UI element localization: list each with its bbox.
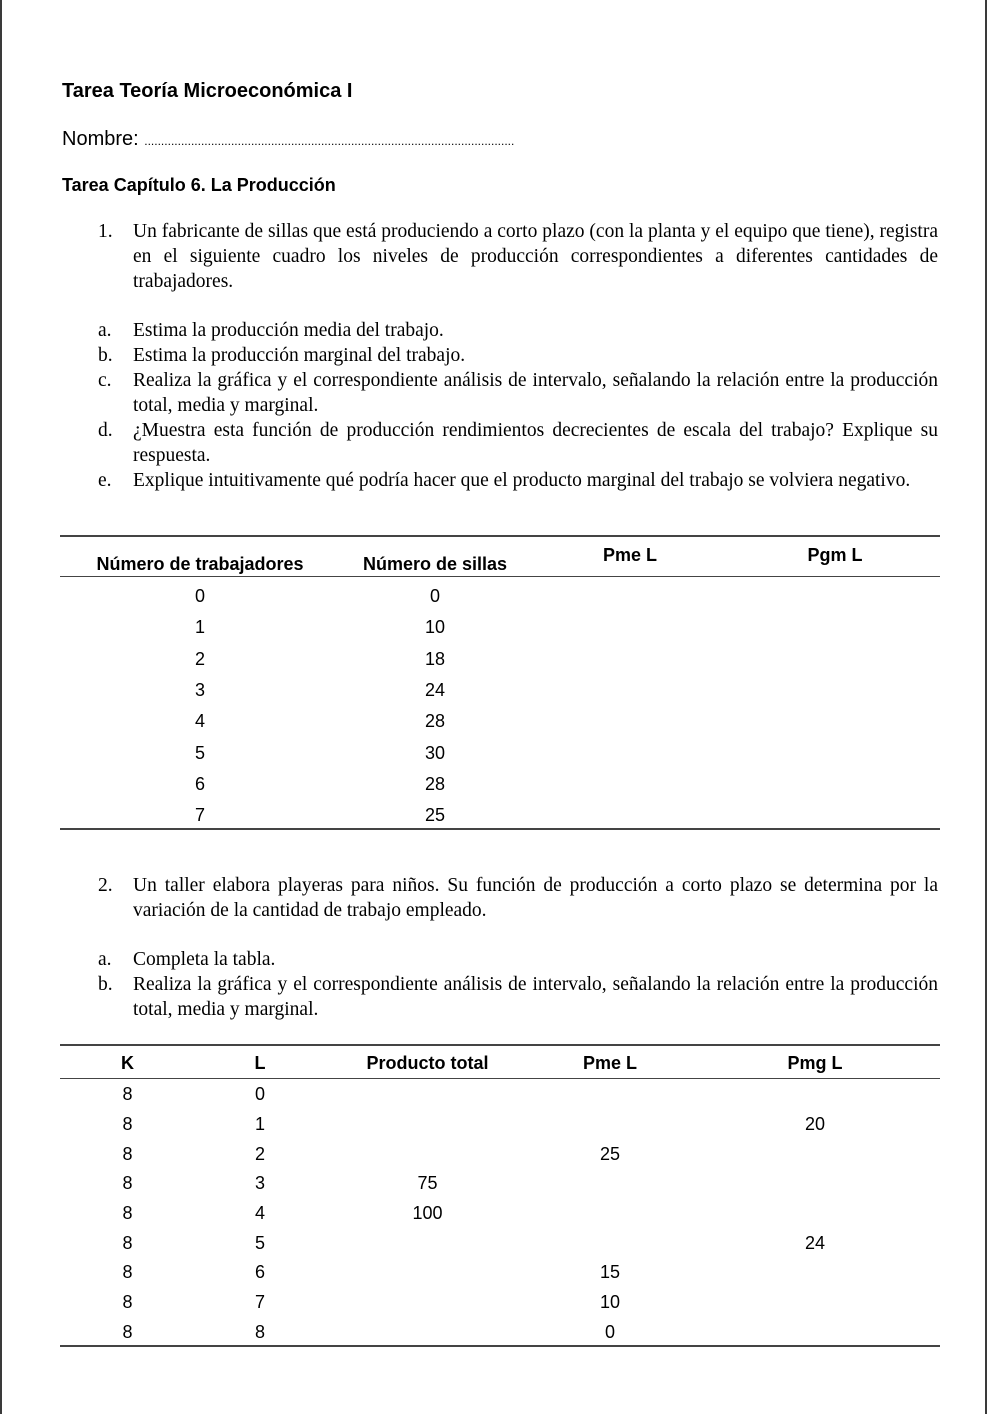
table-cell: 5	[254, 1232, 265, 1253]
table-cell	[325, 1228, 530, 1258]
table-cell: 8	[122, 1292, 133, 1313]
q1-item-c-label: c.	[98, 370, 112, 391]
table-cell: 7	[194, 805, 205, 826]
table-cell	[530, 800, 730, 831]
table-cell: 8	[122, 1143, 133, 1164]
table-cell	[325, 1080, 530, 1110]
table-1-header: Número de sillas	[362, 554, 508, 574]
table-cell: 3	[254, 1173, 265, 1194]
table-cell	[690, 1080, 940, 1110]
table-cell: 2	[254, 1143, 265, 1164]
table-cell	[690, 1318, 940, 1348]
table-row	[60, 1288, 940, 1318]
table-cell	[325, 1110, 530, 1140]
table-cell: 4	[194, 711, 205, 732]
table-row	[60, 675, 940, 706]
q2-item-b-label: b.	[98, 974, 113, 995]
table-row	[60, 1139, 940, 1169]
table-cell	[690, 1288, 940, 1318]
table-cell	[530, 1199, 690, 1229]
table-cell	[530, 612, 730, 643]
table-cell	[530, 1228, 690, 1258]
table-cell	[530, 1110, 690, 1140]
table-cell: 8	[122, 1084, 133, 1105]
table-cell: 5	[194, 742, 205, 763]
table-row	[60, 581, 940, 612]
q1-item-a-label: a.	[98, 320, 112, 341]
q1-item-e-label: e.	[98, 470, 112, 491]
table-row	[60, 1258, 940, 1288]
table-cell: 0	[254, 1084, 265, 1105]
table-cell	[730, 612, 940, 643]
table-cell: 8	[122, 1321, 133, 1342]
table-cell	[690, 1199, 940, 1229]
table-cell: 30	[424, 742, 446, 763]
table-cell	[730, 706, 940, 737]
table-cell	[730, 675, 940, 706]
table-cell: 10	[424, 617, 446, 638]
q1-item-b-text: Estima la producción marginal del trabajo.	[133, 345, 466, 366]
table-cell: 28	[424, 773, 446, 794]
table-row	[60, 1228, 940, 1258]
table-cell	[325, 1288, 530, 1318]
table-cell: 8	[122, 1173, 133, 1194]
table-cell: 0	[194, 586, 205, 607]
table-row	[60, 800, 940, 831]
q2-item-a-label: a.	[98, 949, 112, 970]
table-2-top-rule	[60, 1044, 940, 1046]
name-field	[62, 128, 514, 151]
table-1-body	[60, 581, 940, 831]
table-2-header: K	[121, 1052, 134, 1073]
table-cell: 18	[424, 648, 446, 669]
table-cell	[530, 706, 730, 737]
q1-item-d-text: ¿Muestra esta función de producción rendimientos decrecientes de escala del trabajo? Explique su respuesta.	[133, 420, 938, 466]
table-cell	[730, 644, 940, 675]
table-cell	[690, 1169, 940, 1199]
table-row	[60, 1110, 940, 1140]
table-1-top-rule	[60, 535, 940, 537]
table-cell: 24	[424, 680, 446, 701]
table-2	[60, 1050, 940, 1076]
question-2-text: Un taller elabora playeras para niños. Su función de producción a corto plazo se determina por la variación de la cantidad de trabajo empleado.	[133, 875, 938, 921]
table-row	[60, 706, 940, 737]
table-cell: 8	[122, 1203, 133, 1224]
table-row	[60, 1080, 940, 1110]
q1-item-a-text: Estima la producción media del trabajo.	[133, 320, 444, 341]
table-cell: 10	[599, 1292, 621, 1313]
table-cell	[530, 675, 730, 706]
table-2-header: Pme L	[582, 1052, 638, 1073]
table-cell	[530, 769, 730, 800]
name-blank: ...............................................................................................................	[144, 134, 515, 148]
table-cell: 8	[122, 1114, 133, 1135]
table-cell	[730, 800, 940, 831]
table-cell: 8	[254, 1321, 265, 1342]
table-cell	[730, 737, 940, 768]
page-edge-left	[0, 0, 2, 1414]
table-1-header: Pgm L	[807, 545, 863, 565]
table-cell: 75	[417, 1173, 438, 1194]
table-cell: 6	[254, 1262, 265, 1283]
table-1-header: Número de trabajadores	[96, 554, 304, 574]
table-cell: 20	[804, 1114, 826, 1135]
table-cell	[530, 644, 730, 675]
table-2-header-rule	[60, 1078, 940, 1079]
table-1-header-row	[60, 545, 940, 575]
table-row	[60, 737, 940, 768]
table-row	[60, 644, 940, 675]
table-cell: 24	[804, 1232, 826, 1253]
table-cell: 3	[194, 680, 205, 701]
table-cell: 8	[122, 1262, 133, 1283]
table-cell: 7	[254, 1292, 265, 1313]
table-cell: 6	[194, 773, 205, 794]
q2-item-a-text: Completa la tabla.	[133, 949, 276, 970]
table-cell	[325, 1318, 530, 1348]
q1-item-b-label: b.	[98, 345, 113, 366]
table-2-header: Producto total	[366, 1052, 489, 1073]
chapter-title: Tarea Capítulo 6. La Producción	[62, 175, 336, 195]
question-2-number: 2.	[98, 875, 113, 896]
table-2-header-row	[60, 1050, 940, 1076]
table-1-header-rule	[60, 576, 940, 577]
table-row	[60, 1169, 940, 1199]
question-1-text: Un fabricante de sillas que está produciendo a corto plazo (con la planta y el equipo que tiene), registra en el siguiente cuadro los niveles de producción correspondientes a diferentes cantidades de trabajadores.	[133, 221, 938, 292]
table-1-header: Pme L	[602, 545, 658, 565]
table-2-header: L	[254, 1052, 266, 1073]
q2-item-b-text: Realiza la gráfica y el correspondiente análisis de intervalo, señalando la relación entre la producción total, media y marginal.	[133, 974, 938, 1020]
table-cell: 2	[194, 648, 205, 669]
table-1-bottom-rule	[60, 828, 940, 830]
question-1-number: 1.	[98, 221, 113, 242]
table-cell: 8	[122, 1232, 133, 1253]
table-cell	[730, 581, 940, 612]
table-cell	[325, 1139, 530, 1169]
table-cell: 0	[429, 586, 440, 607]
table-cell: 28	[424, 711, 446, 732]
document-title: Tarea Teoría Microeconómica I	[62, 80, 353, 102]
table-cell: 25	[424, 805, 446, 826]
table-cell	[530, 1080, 690, 1110]
table-1	[60, 545, 940, 575]
table-row	[60, 769, 940, 800]
table-cell	[530, 581, 730, 612]
table-cell	[690, 1258, 940, 1288]
table-row	[60, 612, 940, 643]
table-cell	[730, 769, 940, 800]
table-row	[60, 1318, 940, 1348]
table-cell	[690, 1139, 940, 1169]
table-2-header: Pmg L	[787, 1052, 843, 1073]
table-cell	[325, 1258, 530, 1288]
name-label: Nombre:	[62, 128, 139, 150]
table-cell: 4	[254, 1203, 265, 1224]
table-2-bottom-rule	[60, 1345, 940, 1347]
table-row	[60, 1199, 940, 1229]
table-cell: 0	[604, 1321, 615, 1342]
q1-item-c-text: Realiza la gráfica y el correspondiente análisis de intervalo, señalando la relación entre la producción total, media y marginal.	[133, 370, 938, 416]
q1-item-d-label: d.	[98, 420, 113, 441]
table-cell	[530, 737, 730, 768]
table-cell: 1	[254, 1114, 265, 1135]
table-cell: 100	[412, 1203, 443, 1224]
table-cell: 15	[599, 1262, 621, 1283]
table-cell: 1	[194, 617, 205, 638]
table-2-body	[60, 1080, 940, 1347]
table-cell: 25	[599, 1143, 621, 1164]
table-cell	[530, 1169, 690, 1199]
q1-item-e-text: Explique intuitivamente qué podría hacer que el producto marginal del trabajo se volviera negativo.	[133, 470, 911, 491]
